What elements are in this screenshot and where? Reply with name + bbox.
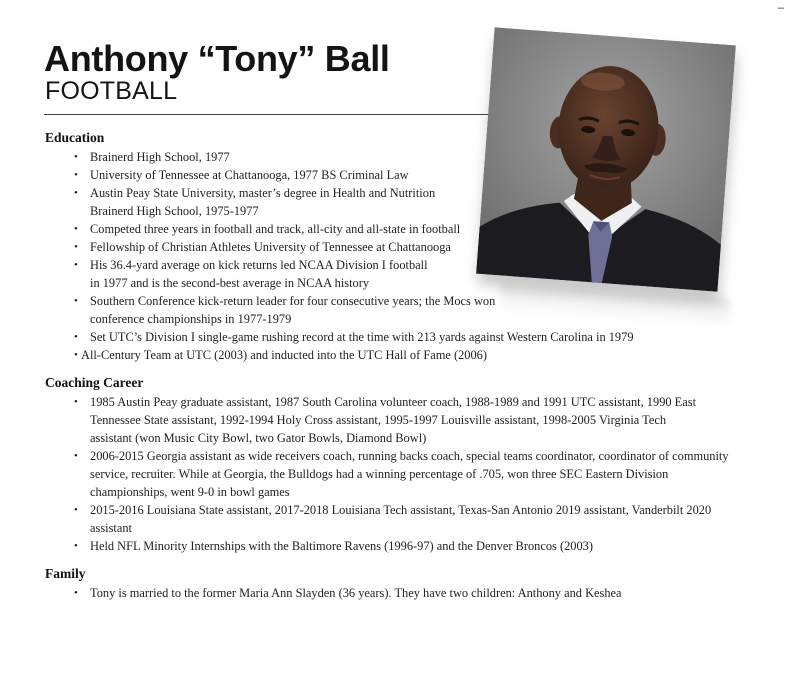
education-heading: Education <box>45 130 105 145</box>
corner-mark: – <box>778 2 785 14</box>
bullet-icon: • <box>74 540 78 552</box>
bullet-icon: • <box>74 151 78 163</box>
list-item-text: conference championships in 1977-1979 <box>90 312 292 326</box>
sport-title: FOOTBALL <box>45 77 178 105</box>
list-item-text: 1985 Austin Peay graduate assistant, 1987 South Carolina volunteer coach, 1988-1989 and 1991 UTC assistant, 1990 East <box>90 395 697 409</box>
list-item-text: University of Tennessee at Chattanooga, 1977 BS Criminal Law <box>90 168 409 182</box>
bullet-icon: • <box>74 295 78 307</box>
bullet-icon: • <box>74 504 78 516</box>
list-item-text: Brainerd High School, 1975-1977 <box>90 204 259 218</box>
bullet-icon: • <box>74 187 78 199</box>
list-item-text: Southern Conference kick-return leader for four consecutive years; the Mocs won <box>90 294 496 308</box>
list-item-text: Austin Peay State University, master’s degree in Health and Nutrition <box>90 186 436 200</box>
bullet-icon: • <box>74 587 78 599</box>
coaching-heading: Coaching Career <box>45 375 144 390</box>
list-item-text: 2015-2016 Louisiana State assistant, 2017-2018 Louisiana Tech assistant, Texas-San Antonio 2019 assistant, Vanderbilt 2020 <box>90 503 712 517</box>
list-item-text: Competed three years in football and track, all-city and all-state in football <box>90 222 461 236</box>
list-item-text: Tennessee State assistant, 1992-1994 Holy Cross assistant, 1995-1997 Louisville assistant, 1998-2005 Virginia Tech <box>90 413 667 427</box>
list-item-text: in 1977 and is the second-best average in NCAA history <box>90 276 370 290</box>
list-item-text: service, recruiter. While at Georgia, the Bulldogs had a winning percentage of .705, won three SEC Eastern Division <box>90 467 669 481</box>
list-item-text: Brainerd High School, 1977 <box>90 150 230 164</box>
list-item-text: 2006-2015 Georgia assistant as wide receivers coach, running backs coach, special teams coordinator, coordinator of community <box>90 449 729 463</box>
person-name: Anthony “Tony” Ball <box>44 38 390 79</box>
bullet-icon: • <box>74 331 78 343</box>
list-item-text: All-Century Team at UTC (2003) and inducted into the UTC Hall of Fame (2006) <box>81 348 487 362</box>
bullet-icon: • <box>74 169 78 181</box>
bullet-icon: • <box>74 349 78 361</box>
list-item-text: Held NFL Minority Internships with the Baltimore Ravens (1996-97) and the Denver Broncos (2003) <box>90 539 593 553</box>
list-item-text: Fellowship of Christian Athletes University of Tennessee at Chattanooga <box>90 240 451 254</box>
portrait-illustration <box>476 27 736 291</box>
list-item-text: championships, went 9-0 in bowl games <box>90 485 290 499</box>
bullet-icon: • <box>74 241 78 253</box>
bullet-icon: • <box>74 396 78 408</box>
family-heading: Family <box>45 566 86 581</box>
header-divider <box>44 114 490 115</box>
list-item-text: Tony is married to the former Maria Ann Slayden (36 years). They have two children: Anthony and Keshea <box>90 586 622 600</box>
portrait-photo <box>476 27 736 291</box>
bullet-icon: • <box>74 259 78 271</box>
list-item-text: assistant (won Music City Bowl, two Gator Bowls, Diamond Bowl) <box>90 431 427 445</box>
list-item-text: Set UTC’s Division I single-game rushing record at the time with 213 yards against Western Carolina in 1979 <box>90 330 634 344</box>
bullet-icon: • <box>74 223 78 235</box>
list-item-text: His 36.4-yard average on kick returns led NCAA Division I football <box>90 258 428 272</box>
bullet-icon: • <box>74 450 78 462</box>
list-item-text: assistant <box>90 521 132 535</box>
